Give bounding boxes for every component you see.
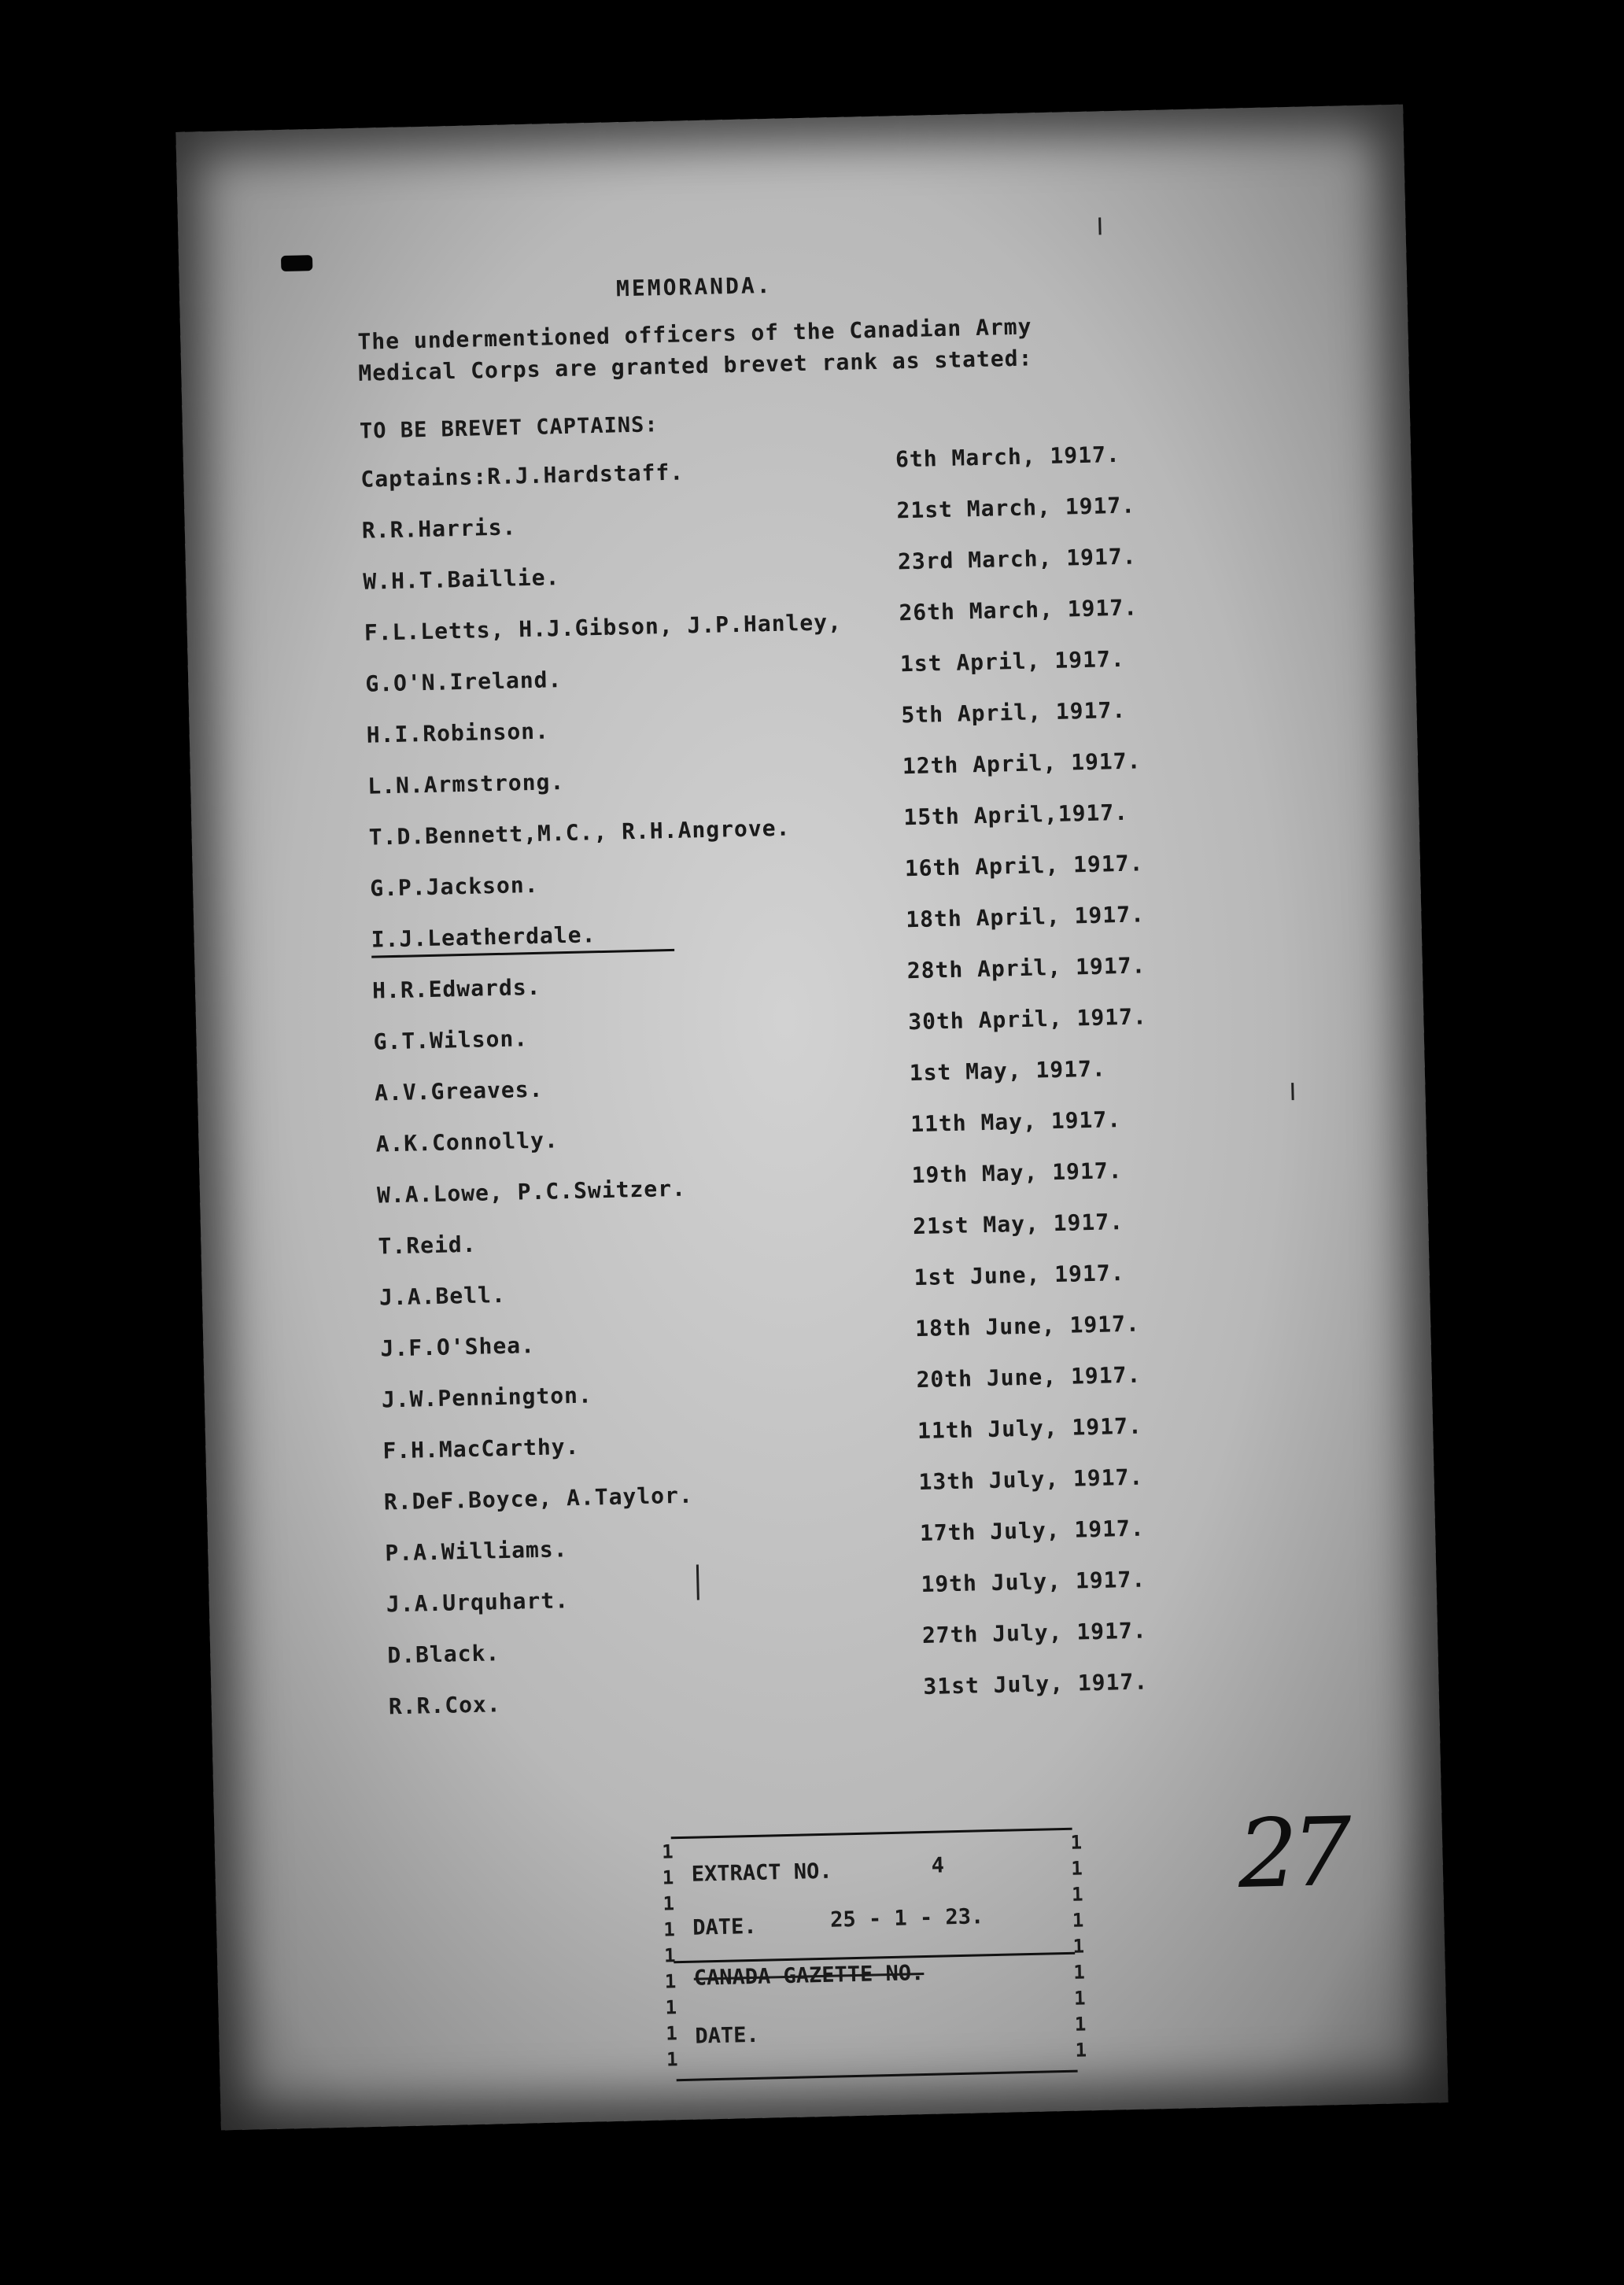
scratch-mark	[1291, 1083, 1294, 1100]
stamp-left-border: 1 1 1 1 1 1 1 1 1	[661, 1840, 678, 2071]
entry-name: L.N.Armstrong.	[367, 769, 565, 799]
entry-date: 19th May, 1917.	[911, 1157, 1123, 1189]
entry-date: 21st May, 1917.	[912, 1209, 1124, 1240]
entry-name: P.A.Williams.	[385, 1536, 568, 1567]
extract-stamp	[661, 1828, 1087, 2081]
entry-date: 21st March, 1917.	[896, 492, 1136, 524]
entry-date: 11th May, 1917.	[910, 1106, 1122, 1138]
punch-hole	[281, 255, 312, 271]
entry-name: T.Reid.	[378, 1231, 477, 1260]
entry-date: 28th April, 1917.	[906, 952, 1146, 984]
entry-date: 30th April, 1917.	[907, 1003, 1148, 1035]
entry-date: 18th June, 1917.	[914, 1310, 1141, 1342]
gazette-date-label: DATE.	[695, 2022, 760, 2049]
document-sheet	[175, 105, 1448, 2131]
scratch-mark	[696, 1564, 699, 1600]
entry-name: Captains:R.J.Hardstaff.	[360, 459, 685, 493]
entry-date: 23rd March, 1917.	[897, 543, 1137, 575]
entry-name: F.H.MacCarthy.	[382, 1433, 580, 1464]
date-value: 25 - 1 - 23.	[829, 1904, 984, 1932]
entry-name: A.K.Connolly.	[375, 1127, 559, 1157]
entry-date: 18th April, 1917.	[905, 901, 1146, 933]
entry-name: R.R.Cox.	[388, 1691, 502, 1720]
entry-name: G.O'N.Ireland.	[364, 666, 563, 697]
entry-name: R.DeF.Boyce, A.Taylor.	[383, 1482, 694, 1515]
handwritten-page-number: 27	[1236, 1797, 1347, 1910]
entry-name: J.A.Bell.	[378, 1281, 507, 1311]
gazette-label: CANADA GAZETTE NO.	[693, 1961, 925, 1991]
intro-line-2: Medical Corps are granted brevet rank as stated:	[358, 345, 1033, 386]
entry-date: 16th April, 1917.	[904, 850, 1144, 882]
entry-date: 1st April, 1917.	[899, 645, 1125, 677]
entry-date: 13th July, 1917.	[918, 1464, 1144, 1496]
entry-date: 15th April,1917.	[903, 799, 1129, 831]
entry-date: 19th July, 1917.	[921, 1566, 1146, 1598]
entry-date: 5th April, 1917.	[901, 696, 1127, 729]
page-title: MEMORANDA.	[615, 271, 773, 302]
extract-label: EXTRACT NO.	[691, 1859, 832, 1887]
entry-name: W.H.T.Baillie.	[363, 564, 560, 595]
entry-date: 6th March, 1917.	[895, 441, 1121, 473]
entry-name: G.T.Wilson.	[373, 1025, 529, 1055]
entry-name: H.R.Edwards.	[371, 973, 541, 1004]
entry-name: A.V.Greaves.	[374, 1076, 544, 1106]
entry-name: D.Black.	[387, 1640, 500, 1669]
entry-name: G.P.Jackson.	[369, 871, 539, 902]
entry-name: F.L.Letts, H.J.Gibson, J.P.Hanley,	[364, 608, 843, 646]
entry-date: 12th April, 1917.	[902, 748, 1142, 780]
entry-date: 26th March, 1917.	[899, 594, 1139, 626]
entry-date: 27th July, 1917.	[921, 1617, 1147, 1648]
section-heading: TO BE BREVET CAPTAINS:	[359, 412, 659, 444]
entry-date: 11th July, 1917.	[917, 1412, 1143, 1445]
entry-date: 31st July, 1917.	[923, 1668, 1149, 1700]
scratch-mark	[1098, 217, 1101, 234]
entry-name: H.I.Robinson.	[366, 718, 550, 748]
entry-name: I.J.Leatherdale.	[371, 921, 596, 953]
stamp-right-border: 1 1 1 1 1 1 1 1 1	[1070, 1831, 1087, 2062]
entry-date: 1st May, 1917.	[909, 1055, 1107, 1087]
extract-value: 4	[931, 1853, 945, 1878]
entry-name: T.D.Bennett,M.C., R.H.Angrove.	[368, 814, 791, 851]
entry-date: 17th July, 1917.	[919, 1515, 1146, 1547]
entry-date: 20th June, 1917.	[916, 1361, 1142, 1394]
intro-line-1: The undermentioned officers of the Canadian Army	[357, 313, 1032, 355]
entry-name: J.F.O'Shea.	[380, 1332, 536, 1362]
entry-name: J.A.Urquhart.	[386, 1587, 570, 1618]
entry-name: R.R.Harris.	[361, 514, 517, 544]
entry-name: W.A.Lowe, P.C.Switzer.	[376, 1175, 687, 1209]
entry-date: 1st June, 1917.	[914, 1260, 1125, 1291]
entry-name: J.W.Pennington.	[381, 1382, 593, 1413]
date-label: DATE.	[692, 1914, 757, 1940]
